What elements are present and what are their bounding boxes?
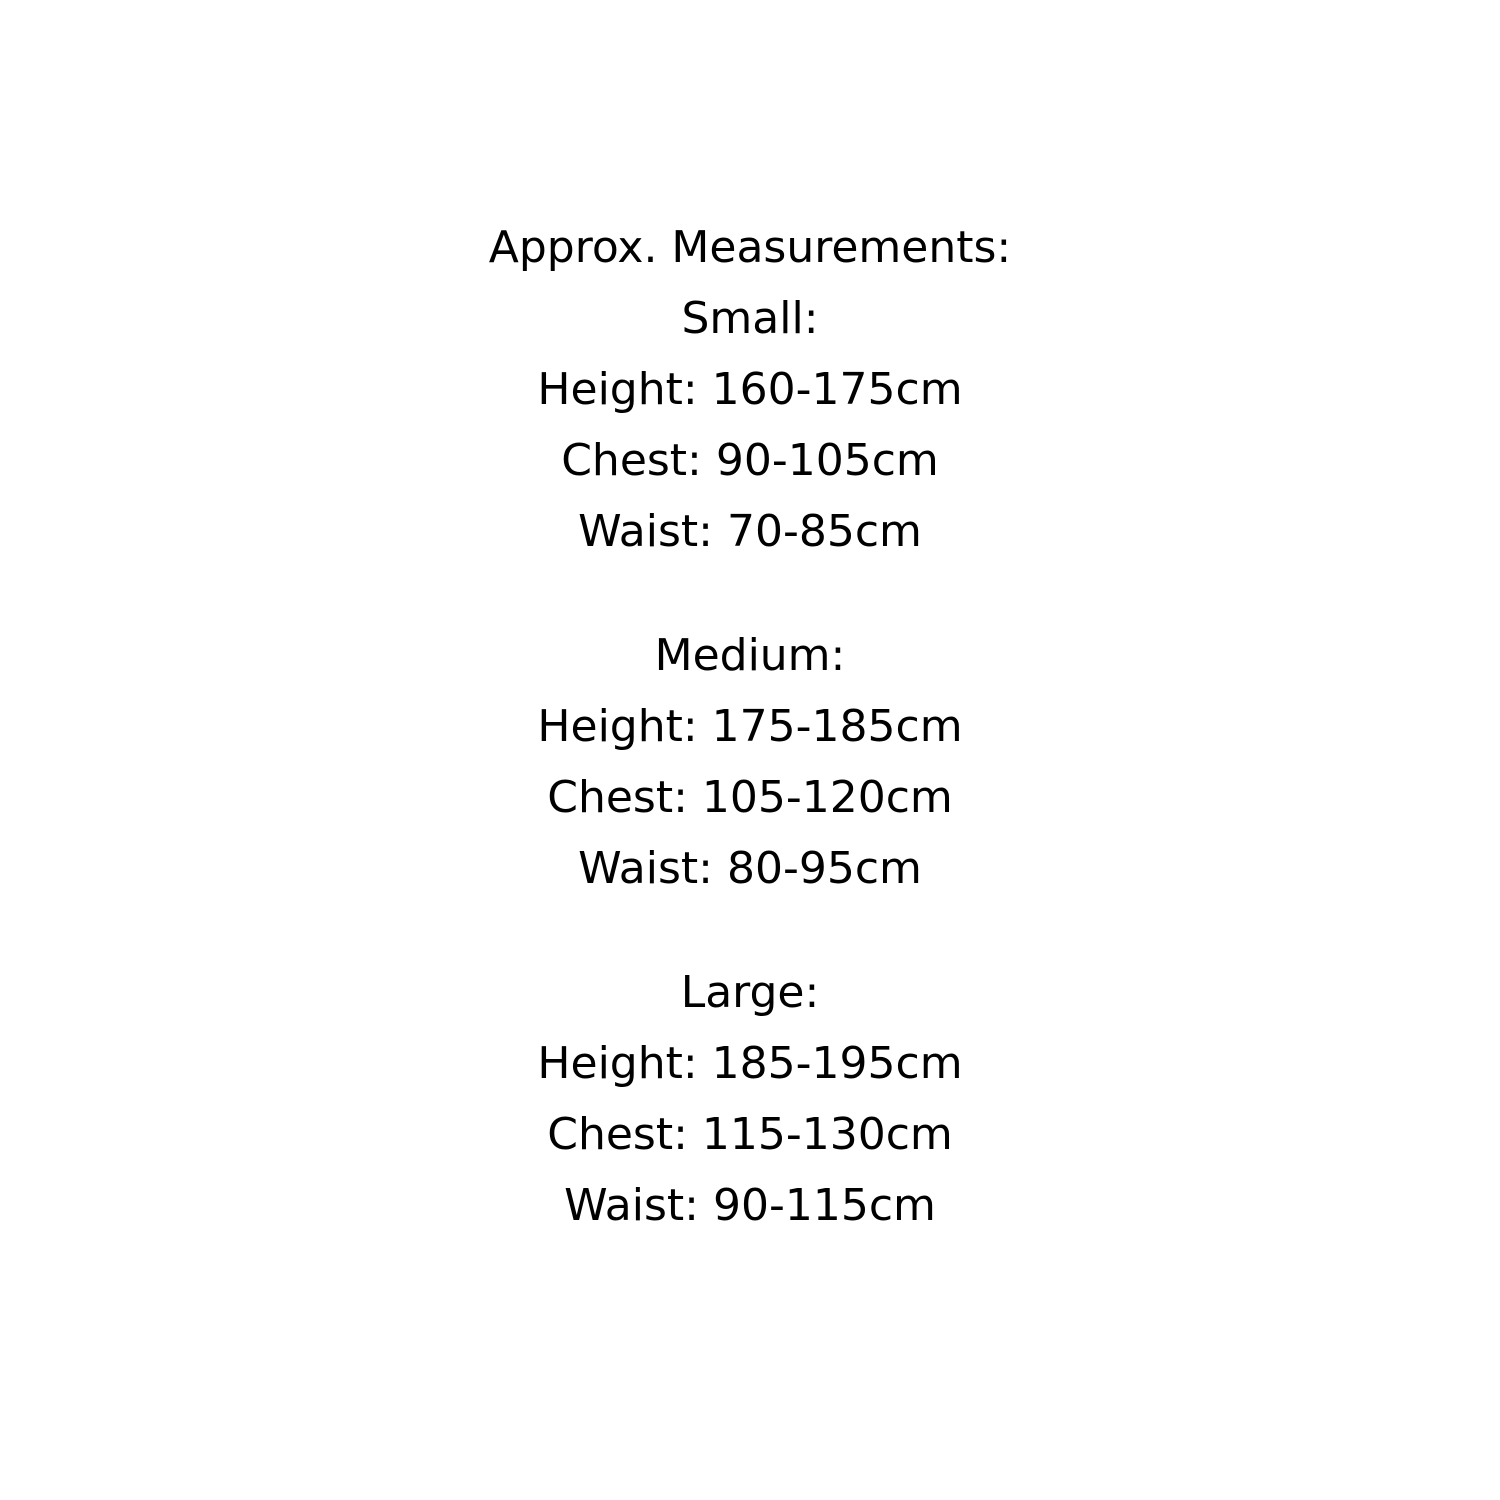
height-measurement: Height: 185-195cm bbox=[537, 1038, 963, 1089]
size-name: Medium: bbox=[654, 630, 846, 681]
waist-measurement: Waist: 70-85cm bbox=[578, 506, 922, 557]
chest-measurement: Chest: 105-120cm bbox=[547, 772, 953, 823]
size-name: Large: bbox=[680, 967, 820, 1018]
waist-measurement: Waist: 80-95cm bbox=[578, 843, 922, 894]
chest-measurement: Chest: 90-105cm bbox=[561, 435, 939, 486]
chest-measurement: Chest: 115-130cm bbox=[547, 1109, 953, 1160]
size-name: Small: bbox=[681, 293, 819, 344]
page-title: Approx. Measurements: bbox=[488, 222, 1012, 273]
height-measurement: Height: 160-175cm bbox=[537, 364, 963, 415]
waist-measurement: Waist: 90-115cm bbox=[564, 1180, 936, 1231]
height-measurement: Height: 175-185cm bbox=[537, 701, 963, 752]
